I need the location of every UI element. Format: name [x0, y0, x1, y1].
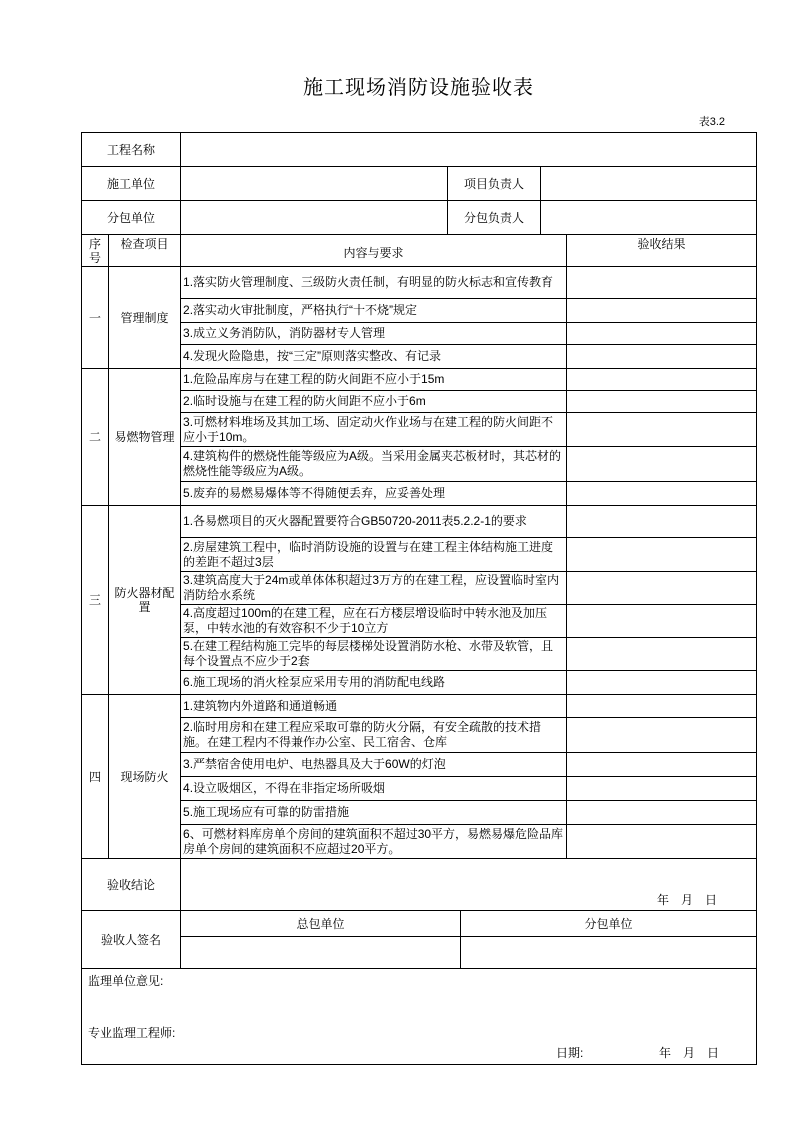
check-row: [82, 825, 757, 859]
subcontractor-signature: [461, 937, 757, 969]
check-row: [82, 695, 757, 718]
column-header-row: [82, 235, 757, 267]
result-cell: [567, 695, 757, 718]
signature-label: 验收人签名: [82, 911, 181, 969]
section-name: 防火器材配置: [109, 506, 181, 695]
project-name-label: 工程名称: [82, 133, 181, 167]
requirement-text: 6.施工现场的消火栓泵应采用专用的消防配电线路: [181, 671, 567, 695]
section-number: 一: [82, 267, 109, 369]
project-manager-value: [541, 167, 757, 201]
acceptance-table: [81, 132, 757, 1065]
result-cell: [567, 638, 757, 671]
section-name: 现场防火: [109, 695, 181, 859]
check-row: [82, 605, 757, 638]
check-row: [82, 801, 757, 825]
subcontractor-label: 分包单位: [461, 911, 757, 937]
check-row: [82, 538, 757, 572]
check-row: [82, 323, 757, 345]
check-row: [82, 777, 757, 801]
requirement-text: 3.成立义务消防队，消防器材专人管理: [181, 323, 567, 345]
document-title: 施工现场消防设施验收表: [303, 77, 534, 99]
signature-header-row: [82, 911, 757, 937]
result-cell: [567, 825, 757, 859]
requirement-text: 5.施工现场应有可靠的防雷措施: [181, 801, 567, 825]
supervision-date-label: 日期:: [556, 1046, 584, 1060]
requirement-text: 2.房屋建筑工程中，临时消防设施的设置与在建工程主体结构施工进度的差距不超过3层: [181, 538, 567, 572]
requirement-text: 1.建筑物内外道路和通道畅通: [181, 695, 567, 718]
column-header-result: 验收结果: [567, 235, 757, 267]
section-number: 三: [82, 506, 109, 695]
check-row: [82, 482, 757, 506]
supervision-cell: [82, 969, 757, 1065]
subcontract-unit-value: [181, 201, 448, 235]
result-cell: [567, 482, 757, 506]
requirement-text: 4.高度超过100m的在建工程，应在石方楼层增设临时中转水池及加压泵，中转水池的有效容积不少于10立方: [181, 605, 567, 638]
requirement-text: 5.废弃的易燃易爆体等不得随便丢弃，应妥善处理: [181, 482, 567, 506]
subcontract-manager-label: 分包负责人: [448, 201, 541, 235]
project-name-value: [181, 133, 757, 167]
result-cell: [567, 718, 757, 753]
check-row: [82, 267, 757, 299]
result-cell: [567, 447, 757, 482]
result-cell: [567, 323, 757, 345]
project-manager-label: 项目负责人: [448, 167, 541, 201]
column-header-content: 内容与要求: [181, 235, 567, 267]
check-row: [82, 753, 757, 777]
requirement-text: 4.建筑构件的燃烧性能等级应为A级。当采用金属夹芯板材时，其芯材的燃烧性能等级应为A级。: [181, 447, 567, 482]
requirement-text: 2.落实动火审批制度，严格执行“十不烧”规定: [181, 299, 567, 323]
result-cell: [567, 777, 757, 801]
subcontract-unit-label: 分包单位: [82, 201, 181, 235]
signature-row: [82, 937, 757, 969]
construction-unit-value: [181, 167, 448, 201]
supervision-opinion-label: 监理单位意见:: [88, 974, 164, 988]
conclusion-value: [181, 859, 757, 911]
result-cell: [567, 753, 757, 777]
requirement-text: 2.临时设施与在建工程的防火间距不应小于6m: [181, 391, 567, 413]
supervision-engineer-label: 专业监理工程师:: [88, 1026, 176, 1040]
check-row: [82, 671, 757, 695]
column-header-item: 检查项目: [109, 235, 181, 267]
check-row: [82, 299, 757, 323]
conclusion-date: 年 月 日: [657, 893, 718, 907]
section-name: 管理制度: [109, 267, 181, 369]
requirement-text: 6、可燃材料库房单个房间的建筑面积不超过30平方，易燃易爆危险品库房单个房间的建筑面积不应超过20平方。: [181, 825, 567, 859]
result-cell: [567, 345, 757, 369]
result-cell: [567, 413, 757, 447]
result-cell: [567, 538, 757, 572]
project-name-row: [82, 133, 757, 167]
subcontract-manager-value: [541, 201, 757, 235]
requirement-text: 5.在建工程结构施工完毕的每层楼梯处设置消防水枪、水带及软管，且每个设置点不应少于2套: [181, 638, 567, 671]
check-row: [82, 369, 757, 391]
construction-unit-label: 施工单位: [82, 167, 181, 201]
requirement-text: 4.设立吸烟区，不得在非指定场所吸烟: [181, 777, 567, 801]
check-row: [82, 638, 757, 671]
result-cell: [567, 572, 757, 605]
check-row: [82, 345, 757, 369]
conclusion-label: 验收结论: [82, 859, 181, 911]
check-row: [82, 391, 757, 413]
column-header-no: 序号: [82, 235, 109, 267]
general-contractor-label: 总包单位: [181, 911, 461, 937]
check-row: [82, 413, 757, 447]
supervision-date-value: 年 月 日: [659, 1046, 720, 1060]
requirement-text: 4.发现火险隐患，按“三定”原则落实整改、有记录: [181, 345, 567, 369]
result-cell: [567, 369, 757, 391]
general-contractor-signature: [181, 937, 461, 969]
check-row: [82, 572, 757, 605]
requirement-text: 2.临时用房和在建工程应采取可靠的防火分隔，有安全疏散的技术措施。在建工程内不得兼作办公室、民工宿舍、仓库: [181, 718, 567, 753]
result-cell: [567, 267, 757, 299]
requirement-text: 1.危险品库房与在建工程的防火间距不应小于15m: [181, 369, 567, 391]
section-name: 易燃物管理: [109, 369, 181, 506]
result-cell: [567, 299, 757, 323]
supervision-box: [82, 969, 756, 1063]
supervision-row: [82, 969, 757, 1065]
requirement-text: 1.落实防火管理制度、三级防火责任制，有明显的防火标志和宣传教育: [181, 267, 567, 299]
requirement-text: 3.严禁宿舍使用电炉、电热器具及大于60W的灯泡: [181, 753, 567, 777]
requirement-text: 3.建筑高度大于24m或单体体积超过3万方的在建工程，应设置临时室内消防给水系统: [181, 572, 567, 605]
result-cell: [567, 605, 757, 638]
check-row: [82, 718, 757, 753]
conclusion-row: [82, 859, 757, 911]
result-cell: [567, 671, 757, 695]
section-number: 四: [82, 695, 109, 859]
result-cell: [567, 506, 757, 538]
table-number: 表3.2: [698, 116, 725, 128]
result-cell: [567, 391, 757, 413]
result-cell: [567, 801, 757, 825]
subcontract-unit-row: [82, 201, 757, 235]
requirement-text: 1.各易燃项目的灭火器配置要符合GB50720-2011表5.2.2-1的要求: [181, 506, 567, 538]
requirement-text: 3.可燃材料堆场及其加工场、固定动火作业场与在建工程的防火间距不应小于10m。: [181, 413, 567, 447]
check-row: [82, 506, 757, 538]
section-number: 二: [82, 369, 109, 506]
construction-unit-row: [82, 167, 757, 201]
check-row: [82, 447, 757, 482]
